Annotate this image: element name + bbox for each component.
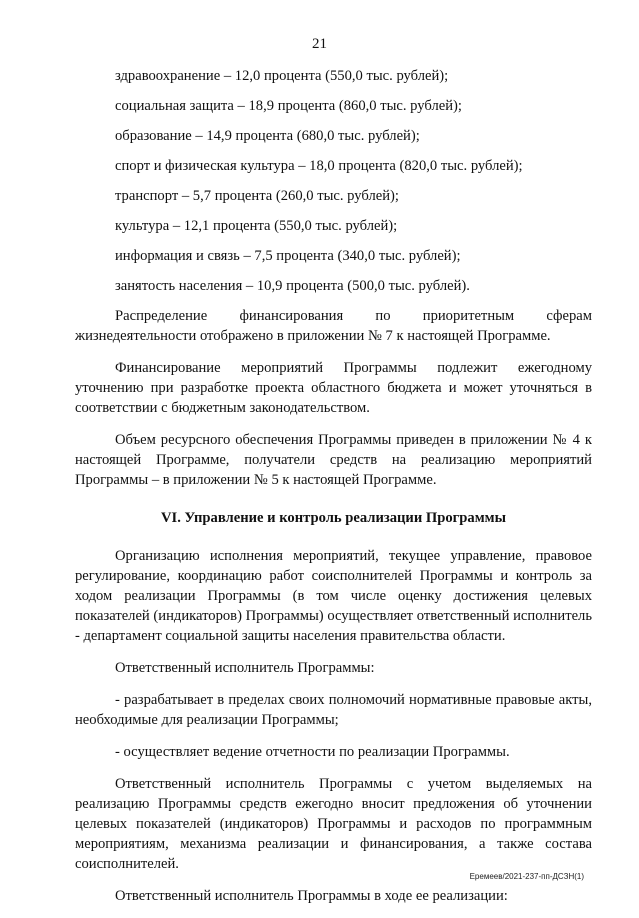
paragraph: Организацию исполнения мероприятий, текущее управление, правовое регулирование, координацию работ соисполнителей Программы и контроль за ходом реализации Программы (в том числе оценку достижения целевых показателей (индикаторов) Программы) осуществляет ответственный исполнитель - департамент социальной защиты населения правительства области. bbox=[75, 548, 592, 644]
paragraph: - осуществляет ведение отчетности по реализации Программы. bbox=[115, 744, 510, 760]
paragraph: Ответственный исполнитель Программы с учетом выделяемых на реализацию Программы средств ежегодно вносит предложения об уточнении целевых показателей (индикаторов) Программы и расходов по программным мероприятиям, механизма реализации и финансирования, а также состава соисполнителей. bbox=[75, 776, 592, 872]
paragraph: Распределение финансирования по приоритетным сферам жизнедеятельности отображено в приложении № 7 к настоящей Программе. bbox=[75, 308, 592, 344]
list-item: социальная защита – 18,9 процента (860,0 тыс. рублей); bbox=[115, 98, 462, 114]
list-item: образование – 14,9 процента (680,0 тыс. рублей); bbox=[115, 128, 420, 144]
list-item: культура – 12,1 процента (550,0 тыс. рублей); bbox=[115, 218, 398, 234]
page-number: 21 bbox=[312, 36, 327, 52]
list-item: транспорт – 5,7 процента (260,0 тыс. рублей); bbox=[115, 188, 399, 204]
paragraph: - разрабатывает в пределах своих полномочий нормативные правовые акты, необходимые для реализации Программы; bbox=[75, 692, 592, 728]
list-item: информация и связь – 7,5 процента (340,0 тыс. рублей); bbox=[115, 248, 461, 264]
footer-code: Еремеев/2021-237-пп-ДСЗН(1) bbox=[469, 872, 584, 881]
paragraph: Объем ресурсного обеспечения Программы приведен в приложении № 4 к настоящей Программе, получатели средств на реализацию мероприятий Программы – в приложении № 5 к настоящей Программе. bbox=[75, 432, 592, 488]
list-item: здравоохранение – 12,0 процента (550,0 тыс. рублей); bbox=[115, 68, 449, 84]
funding-list bbox=[75, 66, 592, 296]
paragraph: Ответственный исполнитель Программы: bbox=[115, 660, 375, 676]
list-item: спорт и физическая культура – 18,0 процента (820,0 тыс. рублей); bbox=[115, 158, 523, 174]
list-item: занятость населения – 10,9 процента (500,0 тыс. рублей). bbox=[115, 278, 470, 294]
paragraph: Финансирование мероприятий Программы подлежит ежегодному уточнению при разработке проекта областного бюджета и может уточняться в соответствии с бюджетным законодательством. bbox=[75, 360, 592, 416]
document-body bbox=[75, 66, 592, 918]
paragraph: Ответственный исполнитель Программы в ходе ее реализации: bbox=[115, 888, 508, 904]
section-heading: VI. Управление и контроль реализации Программы bbox=[161, 510, 506, 526]
